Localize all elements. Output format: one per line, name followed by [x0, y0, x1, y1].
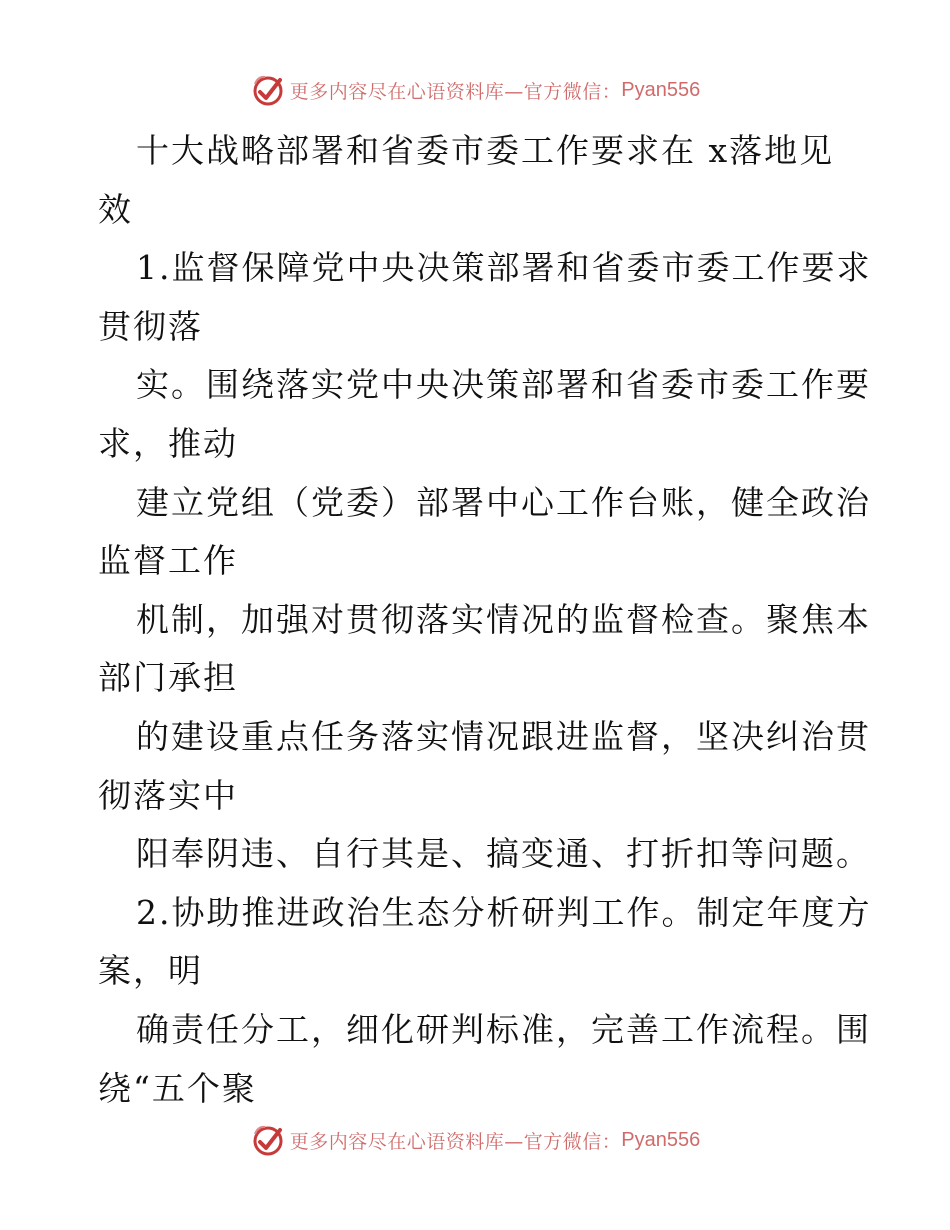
text-line: 2.协助推进政治生态分析研判工作。制定年度方 — [136, 892, 872, 932]
text-line: 求，推动 — [98, 423, 238, 463]
watermark-handle: Pyan556 — [621, 1128, 701, 1151]
text-line: 贯彻落 — [98, 306, 203, 346]
watermark-handle: Pyan556 — [621, 78, 701, 101]
flame-check-logo-icon — [250, 72, 286, 108]
text-line: 建立党组（党委）部署中心工作台账，健全政治 — [136, 482, 871, 522]
text-line: 1.监督保障党中央决策部署和省委市委工作要求 — [136, 248, 872, 288]
watermark-text: 更多内容尽在心语资料库—官方微信： — [289, 80, 622, 103]
flame-check-logo-icon — [250, 1122, 286, 1158]
text-line: 绕“五个聚 — [98, 1068, 257, 1108]
footer-watermark — [0, 1120, 950, 1160]
text-line: 机制，加强对贯彻落实情况的监督检查。聚焦本 — [136, 599, 871, 639]
text-line: 的建设重点任务落实情况跟进监督，坚决纠治贯 — [136, 716, 871, 756]
header-watermark — [0, 70, 950, 110]
document-body — [98, 122, 872, 1118]
text-line: 案，明 — [98, 951, 203, 991]
text-line: 部门承担 — [98, 658, 238, 698]
text-line: 实。围绕落实党中央决策部署和省委市委工作要 — [136, 365, 871, 405]
text-line: 效 — [98, 189, 133, 229]
watermark-text: 更多内容尽在心语资料库—官方微信： — [289, 1130, 622, 1153]
text-line: 确责任分工，细化研判标准，完善工作流程。围 — [136, 1009, 871, 1049]
text-line: 监督工作 — [98, 541, 238, 581]
text-line: 十大战略部署和省委市委工作要求在 x落地见 — [136, 131, 835, 170]
text-line: 彻落实中 — [98, 775, 238, 815]
text-line: 阳奉阴违、自行其是、搞变通、打折扣等问题。 — [136, 834, 871, 874]
